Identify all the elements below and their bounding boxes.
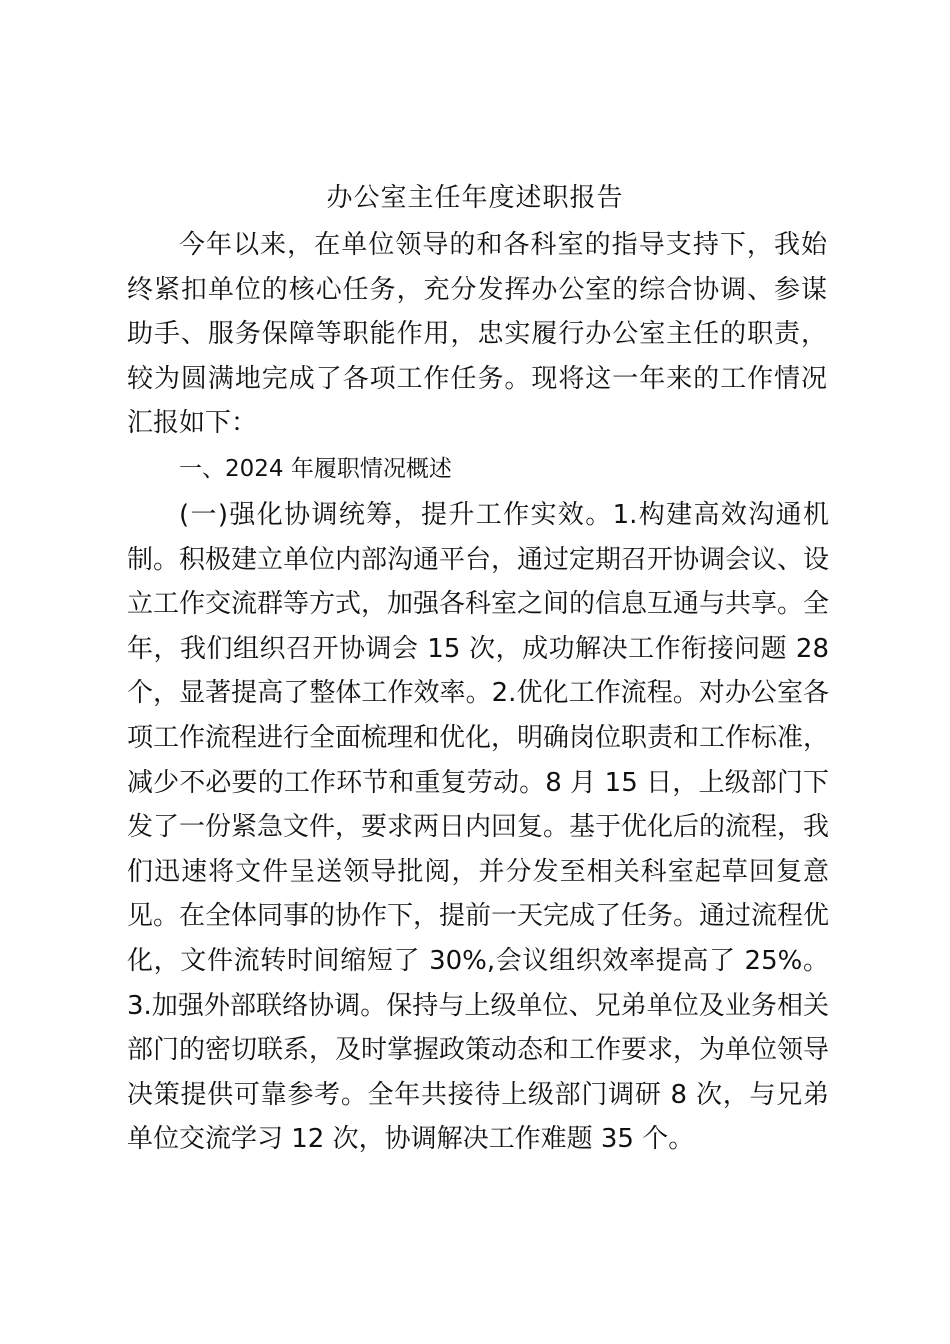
section-heading: 一、2024 年履职情况概述	[179, 456, 452, 482]
document-title: 办公室主任年度述职报告	[326, 183, 624, 213]
section-body-paragraph: (一)强化协调统筹，提升工作实效。1.构建高效沟通机制。积极建立单位内部沟通平台，通过定期召开协调会议、设立工作交流群等方式，加强各科室之间的信息互通与共享。全年，我们组织召开协调会 15 次，成功解决工作衔接问题 28 个，显著提高了整体工作效率。2.优化工作流程。对办公室各项工作流程进行全面梳理和优化，明确岗位职责和工作标准，减少不必要的工作环节和重复劳动。8 月 15 日，上级部门下发了一份紧急文件，要求两日内回复。基于优化后的流程，我们迅速将文件呈送领导批阅，并分发至相关科室起草回复意见。在全体同事的协作下，提前一天完成了任务。通过流程优化，文件流转时间缩短了 30%,会议组织效率提高了 25%。3.加强外部联络协调。保持与上级单位、兄弟单位及业务相关部门的密切联系，及时掌握政策动态和工作要求，为单位领导决策提供可靠参考。全年共接待上级部门调研 8 次，与兄弟单位交流学习 12 次，协调解决工作难题 35 个。	[127, 500, 830, 1155]
intro-paragraph: 今年以来，在单位领导的和各科室的指导支持下，我始终紧扣单位的核心任务，充分发挥办公室的综合协调、参谋助手、服务保障等职能作用，忠实履行办公室主任的职责，较为圆满地完成了各项工作任务。现将这一年来的工作情况汇报如下：	[127, 230, 827, 439]
